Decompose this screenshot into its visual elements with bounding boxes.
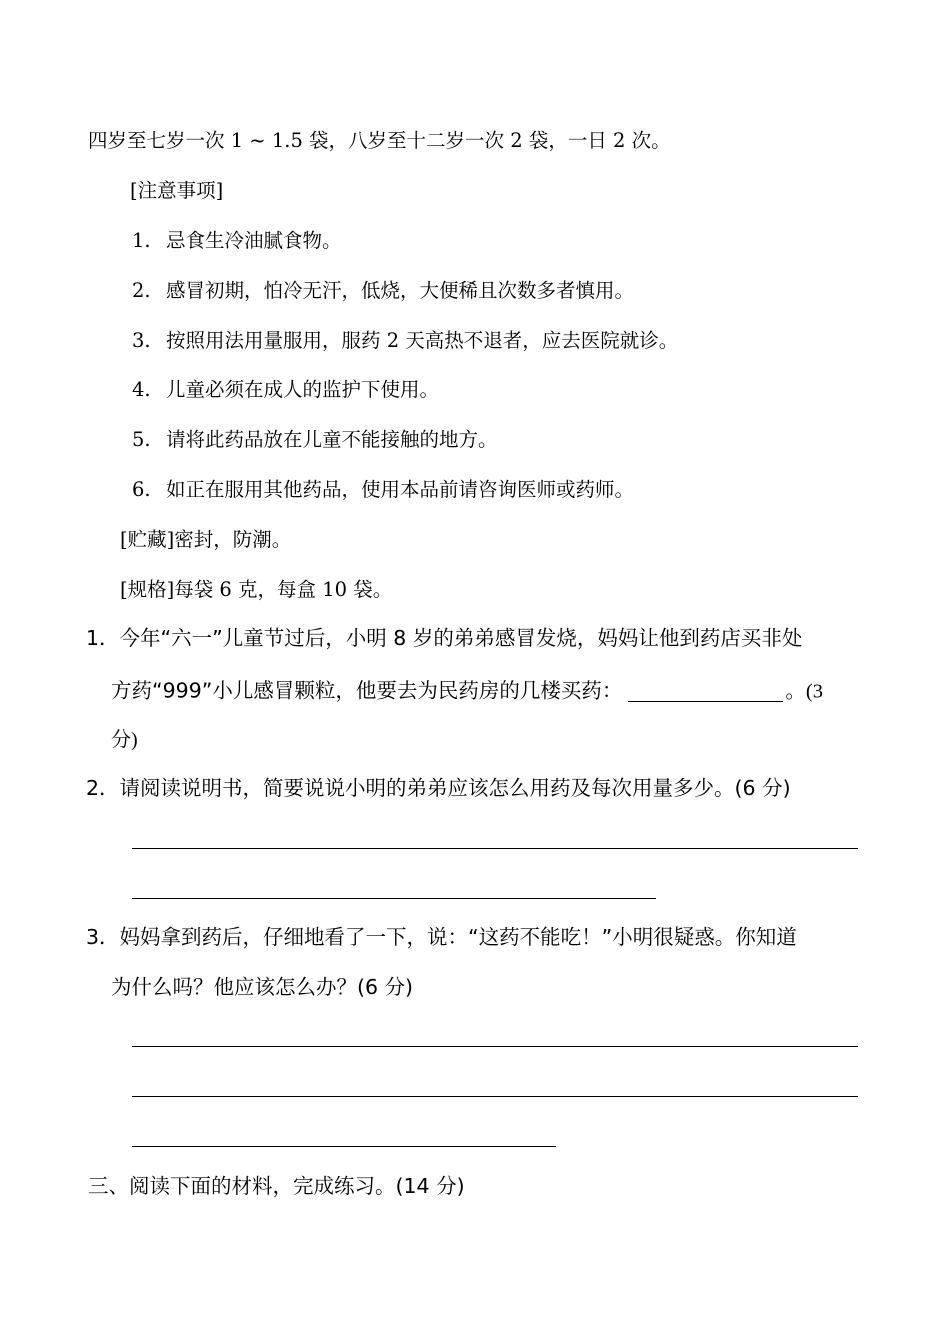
note-item-2 — [132, 281, 634, 301]
question-score: 。(3 — [785, 680, 823, 703]
question-text: 方药“999”小儿感冒颗粒，他要去为民药房的几楼买药： — [111, 678, 623, 703]
note-number: 6. — [132, 478, 151, 501]
answer-line[interactable] — [132, 898, 656, 899]
note-text: 忌食生冷油腻食物。 — [166, 229, 342, 252]
storage-label: [贮藏] — [120, 528, 175, 551]
answer-line[interactable] — [132, 1146, 556, 1147]
note-number: 5. — [132, 428, 151, 451]
question-text: 请阅读说明书，简要说说小明的弟弟应该怎么用药及每次用量多少。(6 分) — [119, 776, 791, 800]
question-number: 2． — [86, 776, 120, 800]
question-text: 妈妈拿到药后，仔细地看了一下，说：“这药不能吃！”小明很疑惑。你知道 — [119, 925, 797, 949]
note-item-6 — [132, 480, 634, 500]
note-number: 4. — [132, 378, 151, 401]
answer-line[interactable] — [132, 1096, 858, 1097]
note-text: 按照用法用量服用，服药 2 天高热不退者，应去医院就诊。 — [166, 329, 679, 352]
note-number: 1. — [132, 229, 151, 252]
question-2 — [86, 778, 791, 799]
note-text: 请将此药品放在儿童不能接触的地方。 — [166, 428, 498, 451]
question-number: 3． — [86, 925, 120, 949]
question-1-line-2 — [111, 679, 823, 702]
section-3-heading: 三、阅读下面的材料，完成练习。(14 分) — [88, 1174, 465, 1198]
spec-text: 每袋 6 克，每盒 10 袋。 — [174, 578, 393, 601]
answer-line[interactable] — [132, 1046, 858, 1047]
spec-label: [规格] — [120, 578, 175, 601]
answer-blank[interactable] — [628, 679, 783, 702]
note-number: 2. — [132, 279, 151, 302]
storage-line — [120, 530, 291, 550]
storage-text: 密封，防潮。 — [174, 528, 292, 551]
notes-heading: [注意事项] — [130, 179, 224, 202]
question-text: 今年“六一”儿童节过后，小明 8 岁的弟弟感冒发烧，妈妈让他到药店买非处 — [119, 626, 803, 650]
dosage-line: 四岁至七岁一次 1 ~ 1.5 袋，八岁至十二岁一次 2 袋，一日 2 次。 — [88, 129, 671, 152]
note-text: 如正在服用其他药品，使用本品前请咨询医师或药师。 — [166, 478, 635, 501]
spec-line — [120, 580, 392, 600]
question-1 — [86, 628, 802, 649]
question-3 — [86, 927, 797, 948]
note-item-1 — [132, 231, 342, 251]
note-text: 感冒初期，怕冷无汗，低烧，大便稀且次数多者慎用。 — [166, 279, 635, 302]
question-1-line-3: 分) — [111, 729, 138, 751]
note-text: 儿童必须在成人的监护下使用。 — [166, 378, 440, 401]
note-number: 3. — [132, 329, 151, 352]
question-3-line-2: 为什么吗？他应该怎么办？(6 分) — [111, 975, 414, 999]
question-number: 1． — [86, 626, 120, 650]
note-item-4 — [132, 380, 439, 400]
note-item-5 — [132, 430, 498, 450]
answer-line[interactable] — [132, 848, 858, 849]
note-item-3 — [132, 331, 678, 351]
